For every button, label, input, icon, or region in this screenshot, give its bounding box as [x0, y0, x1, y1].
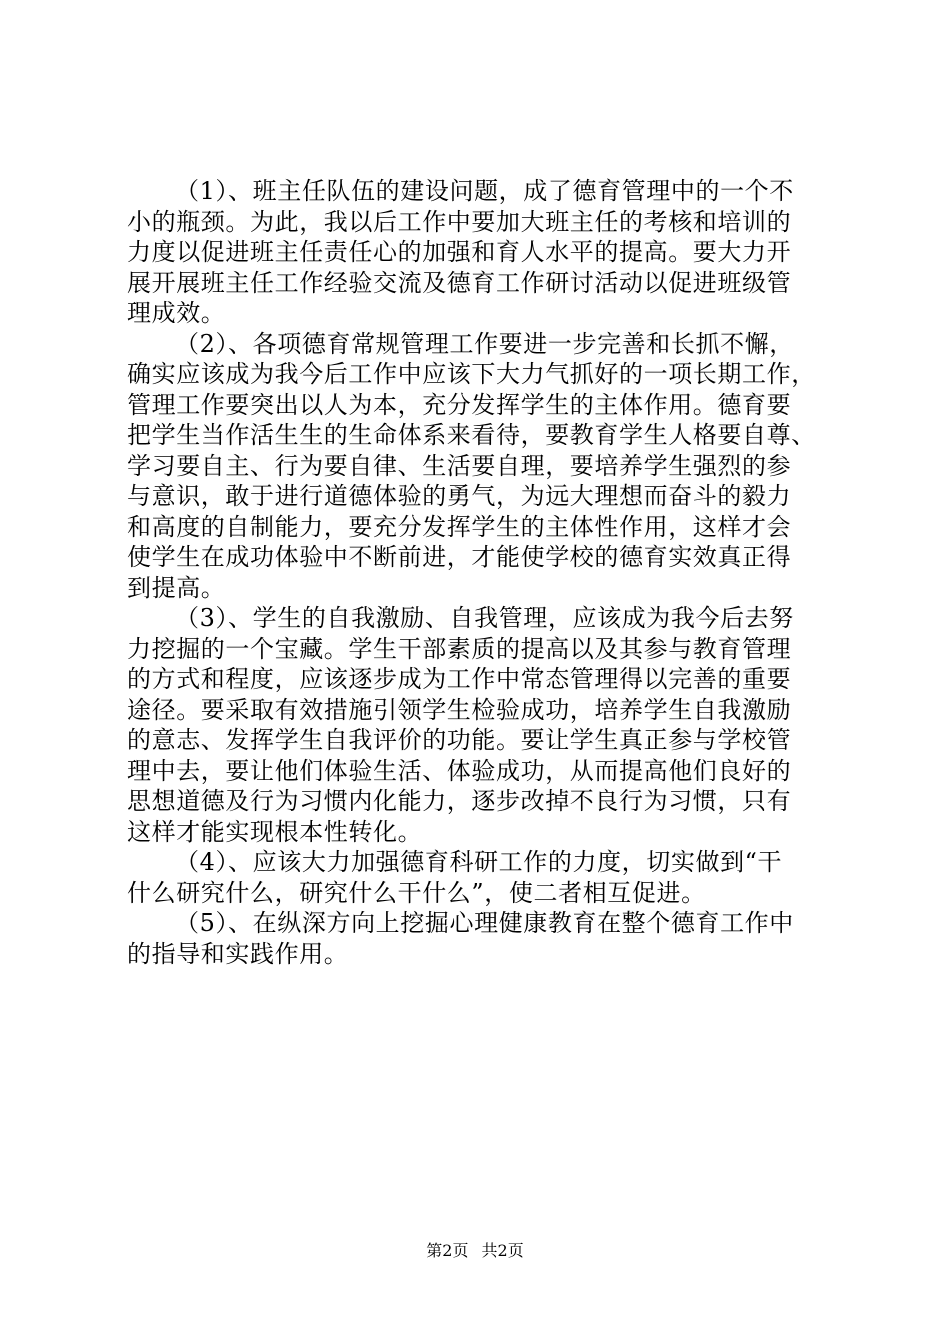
paragraph-line: （3）、学生的自我激励、自我管理，应该成为我今后去努: [175, 604, 794, 632]
page-total: 共2页: [481, 1241, 524, 1260]
paragraph-line: 把学生当作活生生的生命体系来看待，要教育学生人格要自尊、: [127, 421, 816, 449]
paragraph-line: 什么研究什么，研究什么干什么”，使二者相互促进。: [127, 878, 706, 907]
page-footer: [0, 1241, 950, 1261]
paragraph-line: 和高度的自制能力，要充分发挥学生的主体性作用，这样才会: [127, 512, 792, 541]
paragraph-line: （5）、在纵深方向上挖掘心理健康教育在整个德育工作中: [175, 909, 794, 937]
paragraph-line: 学习要自主、行为要自律、生活要自理，要培养学生强烈的参: [127, 451, 792, 480]
paragraph-line: 的指导和实践作用。: [127, 939, 349, 968]
paragraph-line: 小的瓶颈。为此，我以后工作中要加大班主任的考核和培训的: [127, 207, 792, 236]
paragraph-line: 到提高。: [127, 573, 226, 602]
paragraph-line: 展开展班主任工作经验交流及德育工作研讨活动以促进班级管: [127, 268, 792, 297]
paragraph-line: （2）、各项德育常规管理工作要进一步完善和长抓不懈，: [175, 329, 794, 358]
paragraph-line: 与意识，敢于进行道德体验的勇气，为远大理想而奋斗的毅力: [127, 482, 792, 510]
paragraph-4: [127, 847, 837, 908]
paragraph-line: 的方式和程度，应该逐步成为工作中常态管理得以完善的重要: [127, 665, 792, 693]
paragraph-3: [127, 603, 837, 847]
paragraph-line: 力度以促进班主任责任心的加强和育人水平的提高。要大力开: [127, 238, 792, 266]
paragraph-line: 的意志、发挥学生自我评价的功能。要让学生真正参与学校管: [127, 726, 792, 754]
paragraph-line: 途径。要采取有效措施引领学生检验成功，培养学生自我激励: [127, 695, 792, 724]
paragraph-line: 使学生在成功体验中不断前进，才能使学校的德育实效真正得: [127, 543, 792, 571]
paragraph-line: 理成效。: [127, 299, 226, 327]
document-body: [127, 176, 837, 969]
paragraph-line: 确实应该成为我今后工作中应该下大力气抓好的一项长期工作，: [127, 360, 816, 388]
paragraph-1: [127, 176, 837, 329]
paragraph-line: （4）、应该大力加强德育科研工作的力度，切实做到“干: [175, 848, 783, 876]
page-number: 第2页: [426, 1241, 469, 1260]
paragraph-line: 管理工作要突出以人为本，充分发挥学生的主体作用。德育要: [127, 390, 792, 419]
paragraph-5: [127, 908, 837, 969]
paragraph-line: 理中去，要让他们体验生活、体验成功，从而提高他们良好的: [127, 756, 792, 785]
paragraph-line: 这样才能实现根本性转化。: [127, 817, 423, 846]
paragraph-line: 力挖掘的一个宝藏。学生干部素质的提高以及其参与教育管理: [127, 634, 792, 663]
paragraph-line: （1）、班主任队伍的建设问题，成了德育管理中的一个不: [175, 177, 794, 205]
paragraph-2: [127, 329, 837, 604]
paragraph-line: 思想道德及行为习惯内化能力，逐步改掉不良行为习惯，只有: [127, 787, 792, 815]
